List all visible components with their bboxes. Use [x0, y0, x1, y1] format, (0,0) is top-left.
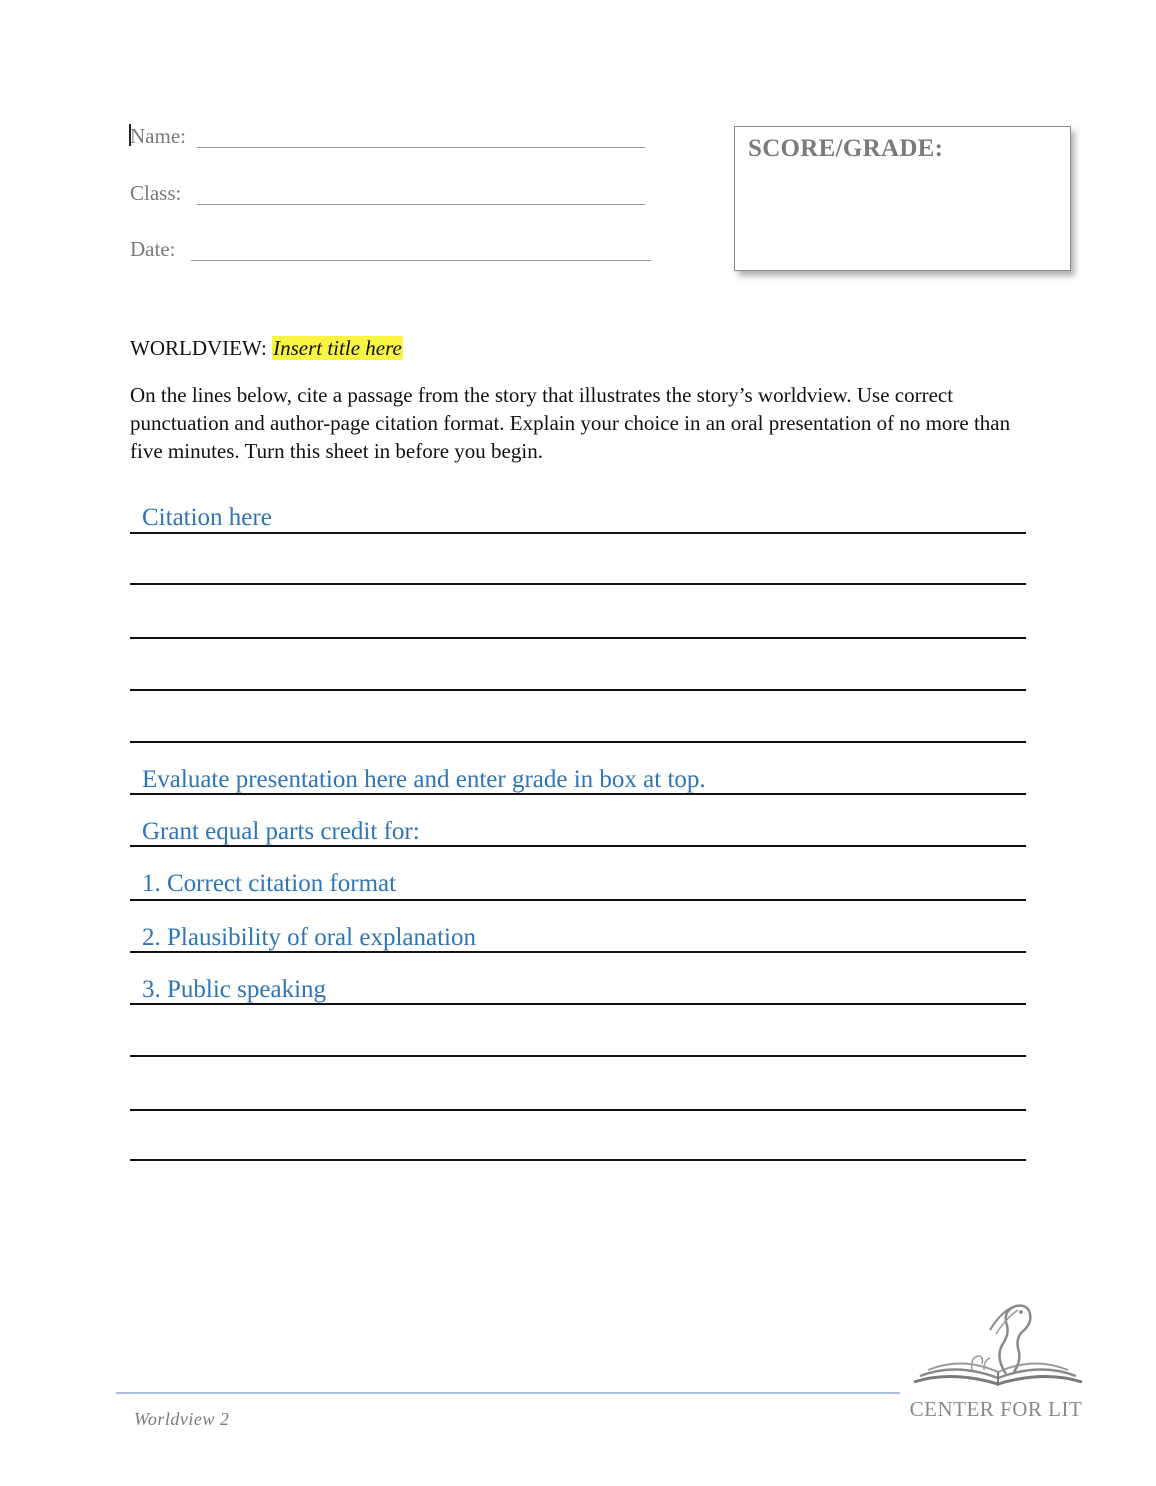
evaluate-instruction: Evaluate presentation here and enter grade in box at top.: [142, 766, 706, 793]
worldview-heading: [130, 336, 403, 361]
criteria-item-3: 3. Public speaking: [142, 976, 327, 1003]
score-grade-label: SCORE/GRADE:: [748, 135, 944, 162]
writing-line[interactable]: [130, 1159, 1026, 1161]
class-label: Class:: [130, 181, 182, 205]
writing-line[interactable]: [130, 793, 1026, 795]
writing-line[interactable]: [130, 532, 1026, 534]
writing-line[interactable]: [130, 741, 1026, 743]
writing-line[interactable]: [130, 689, 1026, 691]
writing-line[interactable]: [130, 583, 1026, 585]
date-field[interactable]: [191, 260, 651, 261]
date-label: Date:: [130, 237, 176, 261]
writing-line[interactable]: [130, 1055, 1026, 1057]
logo-text: CENTER FOR LIT: [909, 1397, 1083, 1421]
score-grade-box[interactable]: [734, 126, 1071, 271]
instructions-paragraph: On the lines below, cite a passage from the story that illustrates the story’s worldview. Use correct punctuation and author-page citation format. Explain your choice in an oral presentation of no more than five minutes. Turn this sheet in before you begin.: [130, 383, 1011, 463]
worldview-title-placeholder[interactable]: Insert title here: [273, 336, 402, 360]
name-field[interactable]: [197, 147, 645, 148]
footer-page-label: Worldview 2: [134, 1409, 230, 1429]
pelican-book-icon: [906, 1296, 1086, 1396]
name-label: Name:: [130, 124, 186, 148]
writing-line[interactable]: [130, 951, 1026, 953]
criteria-item-2: 2. Plausibility of oral explanation: [142, 924, 476, 951]
writing-line[interactable]: [130, 1003, 1026, 1005]
writing-line[interactable]: [130, 637, 1026, 639]
grant-credit-instruction: Grant equal parts credit for:: [142, 818, 420, 845]
center-for-lit-logo: [906, 1296, 1086, 1426]
criteria-item-1: 1. Correct citation format: [142, 870, 397, 897]
citation-placeholder[interactable]: Citation here: [142, 504, 272, 531]
writing-line[interactable]: [130, 1109, 1026, 1111]
writing-line[interactable]: [130, 845, 1026, 847]
worldview-label: WORLDVIEW:: [130, 336, 273, 360]
writing-line[interactable]: [130, 899, 1026, 901]
class-field[interactable]: [197, 204, 645, 205]
footer-rule: [116, 1392, 900, 1394]
